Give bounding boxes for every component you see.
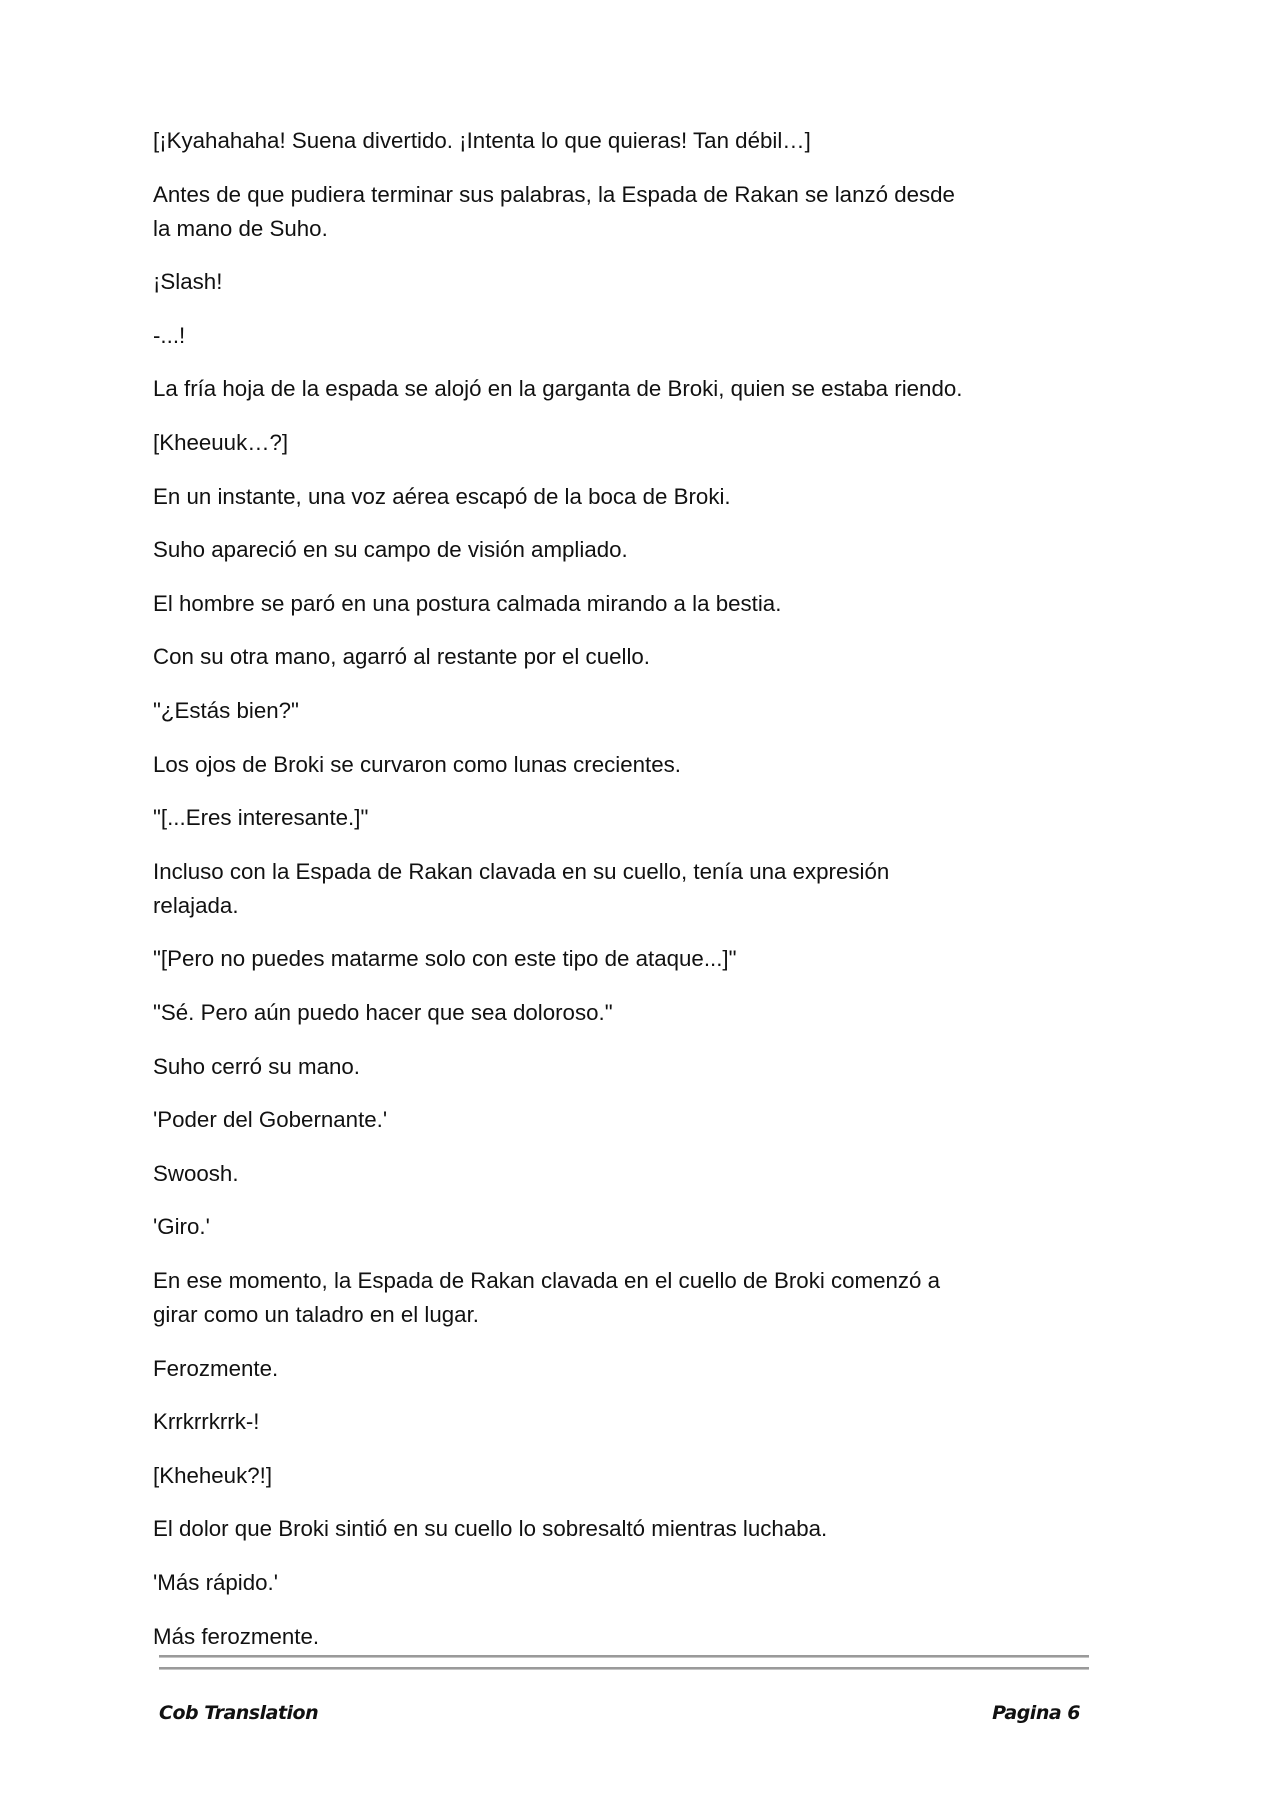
paragraph [153,801,1113,835]
paragraph-line: Incluso con la Espada de Rakan clavada en su cuello, tenía una expresión [153,858,890,884]
paragraph [153,480,1113,514]
footer-rule-bottom [159,1667,1089,1670]
paragraph-line: "Sé. Pero aún puedo hacer que sea doloroso." [153,1000,613,1025]
paragraph [153,1352,1113,1386]
paragraph [153,942,1113,976]
footer-page-number: Pagina 6 [992,1702,1080,1724]
paragraph-line: Con su otra mano, agarró al restante por el cuello. [153,644,650,670]
paragraph [153,1157,1113,1191]
paragraph [153,748,1113,782]
paragraph [153,1264,1113,1332]
footer-publisher: Cob Translation [159,1702,319,1724]
paragraph-line: "[...Eres interesante.]" [153,805,369,831]
paragraph [153,372,1113,406]
paragraph-line: La fría hoja de la espada se alojó en la garganta de Broki, quien se estaba riendo. [153,376,963,402]
paragraph [153,996,1113,1030]
paragraph [153,426,1113,460]
paragraph [153,587,1113,621]
paragraph [153,533,1113,567]
paragraph-line: [Kheeuuk…?] [153,430,289,455]
paragraph-line: [Kheheuk?!] [153,1462,273,1488]
paragraph-line: relajada. [153,892,239,918]
paragraph-line: Krrkrrkrrk-! [153,1409,260,1435]
paragraph-line: Suho apareció en su campo de visión ampliado. [153,537,628,563]
paragraph-line: "[Pero no puedes matarme solo con este tipo de ataque...]" [153,946,737,972]
footer-rule-top [159,1655,1089,1658]
paragraph-line: El dolor que Broki sintió en su cuello lo sobresaltó mientras luchaba. [153,1516,828,1542]
paragraph [153,1050,1113,1084]
paragraph-line: -...! [153,322,186,348]
paragraph-line: la mano de Suho. [153,215,328,241]
paragraph [153,1210,1113,1244]
paragraph-line: Ferozmente. [153,1355,279,1381]
paragraph-line: 'Más rápido.' [153,1570,279,1595]
paragraph [153,1512,1113,1546]
paragraph-line: En ese momento, la Espada de Rakan clavada en el cuello de Broki comenzó a [153,1268,941,1293]
paragraph-line: ¡Slash! [153,269,223,295]
paragraph [153,1405,1113,1439]
paragraph [153,1459,1113,1493]
paragraph [153,694,1113,728]
paragraph [153,178,1113,246]
paragraph-line: Antes de que pudiera terminar sus palabras, la Espada de Rakan se lanzó desde [153,181,955,207]
paragraph [153,1566,1113,1600]
paragraph-line: "¿Estás bien?" [153,698,299,723]
paragraph [153,640,1113,674]
paragraph-line: 'Giro.' [153,1214,210,1240]
paragraph [153,855,1113,923]
paragraph [153,124,1113,158]
paragraph-line: Los ojos de Broki se curvaron como lunas crecientes. [153,751,681,777]
paragraph-line: Suho cerró su mano. [153,1053,360,1079]
paragraph-line: El hombre se paró en una postura calmada mirando a la bestia. [153,590,782,616]
paragraph-line: Swoosh. [153,1160,239,1186]
paragraph [153,265,1113,299]
paragraph-line: [¡Kyahahaha! Suena divertido. ¡Intenta lo que quieras! Tan débil…] [153,128,811,153]
paragraph [153,319,1113,353]
paragraph-line: 'Poder del Gobernante.' [153,1107,388,1133]
paragraph [153,1620,1113,1654]
paragraph [153,1103,1113,1137]
paragraph-line: En un instante, una voz aérea escapó de la boca de Broki. [153,483,731,509]
paragraph-line: girar como un taladro en el lugar. [153,1302,479,1327]
paragraph-line: Más ferozmente. [153,1623,320,1649]
